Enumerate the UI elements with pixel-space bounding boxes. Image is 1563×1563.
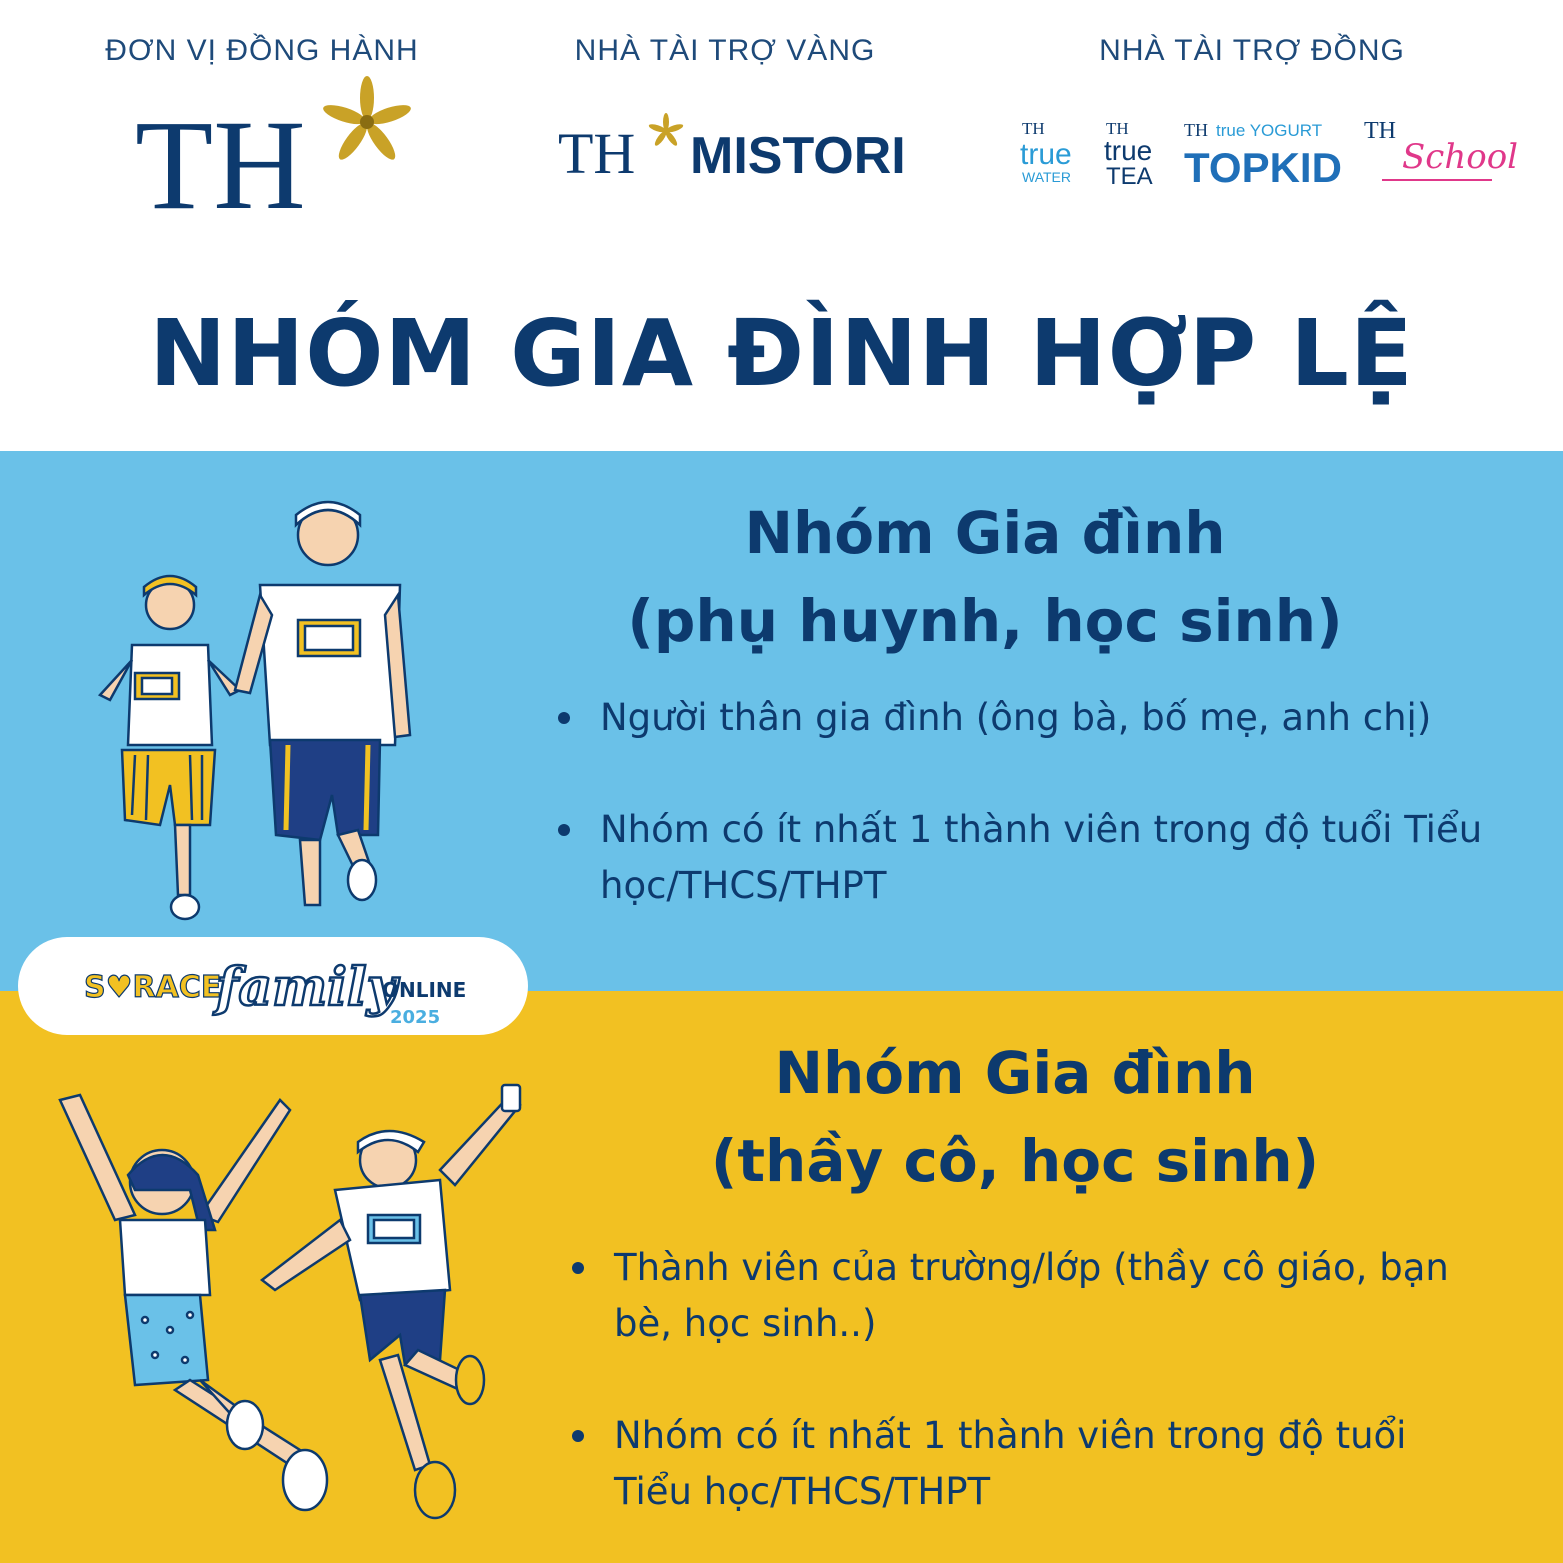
list-item: Nhóm có ít nhất 1 thành viên trong độ tuổi Tiểu học/THCS/THPT [552, 802, 1512, 914]
th-topkid-logo [1182, 118, 1342, 191]
list-item: Nhóm có ít nhất 1 thành viên trong độ tuổi Tiểu học/THCS/THPT [566, 1408, 1486, 1520]
mistori-product-text: MISTORI [690, 127, 906, 185]
event-logo-online: ONLINE [382, 978, 467, 1002]
students-jumping-illustration [40, 1080, 540, 1550]
svg-text:true: true [1020, 138, 1072, 171]
group1-title-line1: Nhóm Gia đình [744, 499, 1226, 567]
th-logo-text: TH [135, 94, 306, 236]
bronze-sponsor-heading: NHÀ TÀI TRỢ ĐỒNG [1099, 34, 1405, 67]
th-school-logo [1362, 112, 1519, 188]
list-item: Người thân gia đình (ông bà, bố mẹ, anh chị) [552, 690, 1552, 746]
th-mistori-logo [558, 115, 906, 186]
event-logo-family: family [216, 957, 397, 1018]
svg-text:TH: TH [1184, 120, 1208, 140]
svg-text:TOPKID: TOPKID [1184, 144, 1342, 191]
event-logo-year: 2025 [390, 1007, 441, 1028]
flower-icon [321, 76, 413, 163]
list-item: Thành viên của trường/lớp (thầy cô giáo, bạn bè, học sinh..) [566, 1240, 1486, 1352]
gold-sponsor-heading: NHÀ TÀI TRỢ VÀNG [574, 34, 876, 67]
page-title: NHÓM GIA ĐÌNH HỢP LỆ [149, 300, 1414, 407]
svg-text:true YOGURT: true YOGURT [1216, 121, 1323, 140]
group2-bullets [566, 1240, 1486, 1520]
svg-text:WATER: WATER [1022, 169, 1071, 185]
svg-text:true: true [1104, 135, 1153, 166]
mistori-th-text: TH [558, 121, 636, 186]
th-true-tea-logo [1102, 118, 1167, 188]
svg-text:TEA: TEA [1106, 163, 1153, 190]
group1-title-line2: (phụ huynh, học sinh) [627, 587, 1343, 655]
parent-child-running-illustration [80, 495, 420, 935]
svg-text:School: School [1402, 137, 1519, 177]
event-logo-srace: S♥RACE [84, 970, 222, 1005]
event-logo [18, 937, 528, 1035]
th-logo [135, 80, 415, 236]
group2-title-line2: (thầy cô, học sinh) [710, 1127, 1320, 1195]
th-true-water-logo [1018, 118, 1088, 188]
svg-text:TH: TH [1022, 119, 1045, 138]
group1-bullets [552, 690, 1552, 914]
companion-heading: ĐƠN VỊ ĐỒNG HÀNH [105, 34, 419, 67]
svg-text:TH: TH [1106, 119, 1129, 138]
flower-icon [648, 113, 684, 147]
group2-title-line1: Nhóm Gia đình [774, 1039, 1256, 1107]
svg-text:TH: TH [1364, 118, 1396, 144]
